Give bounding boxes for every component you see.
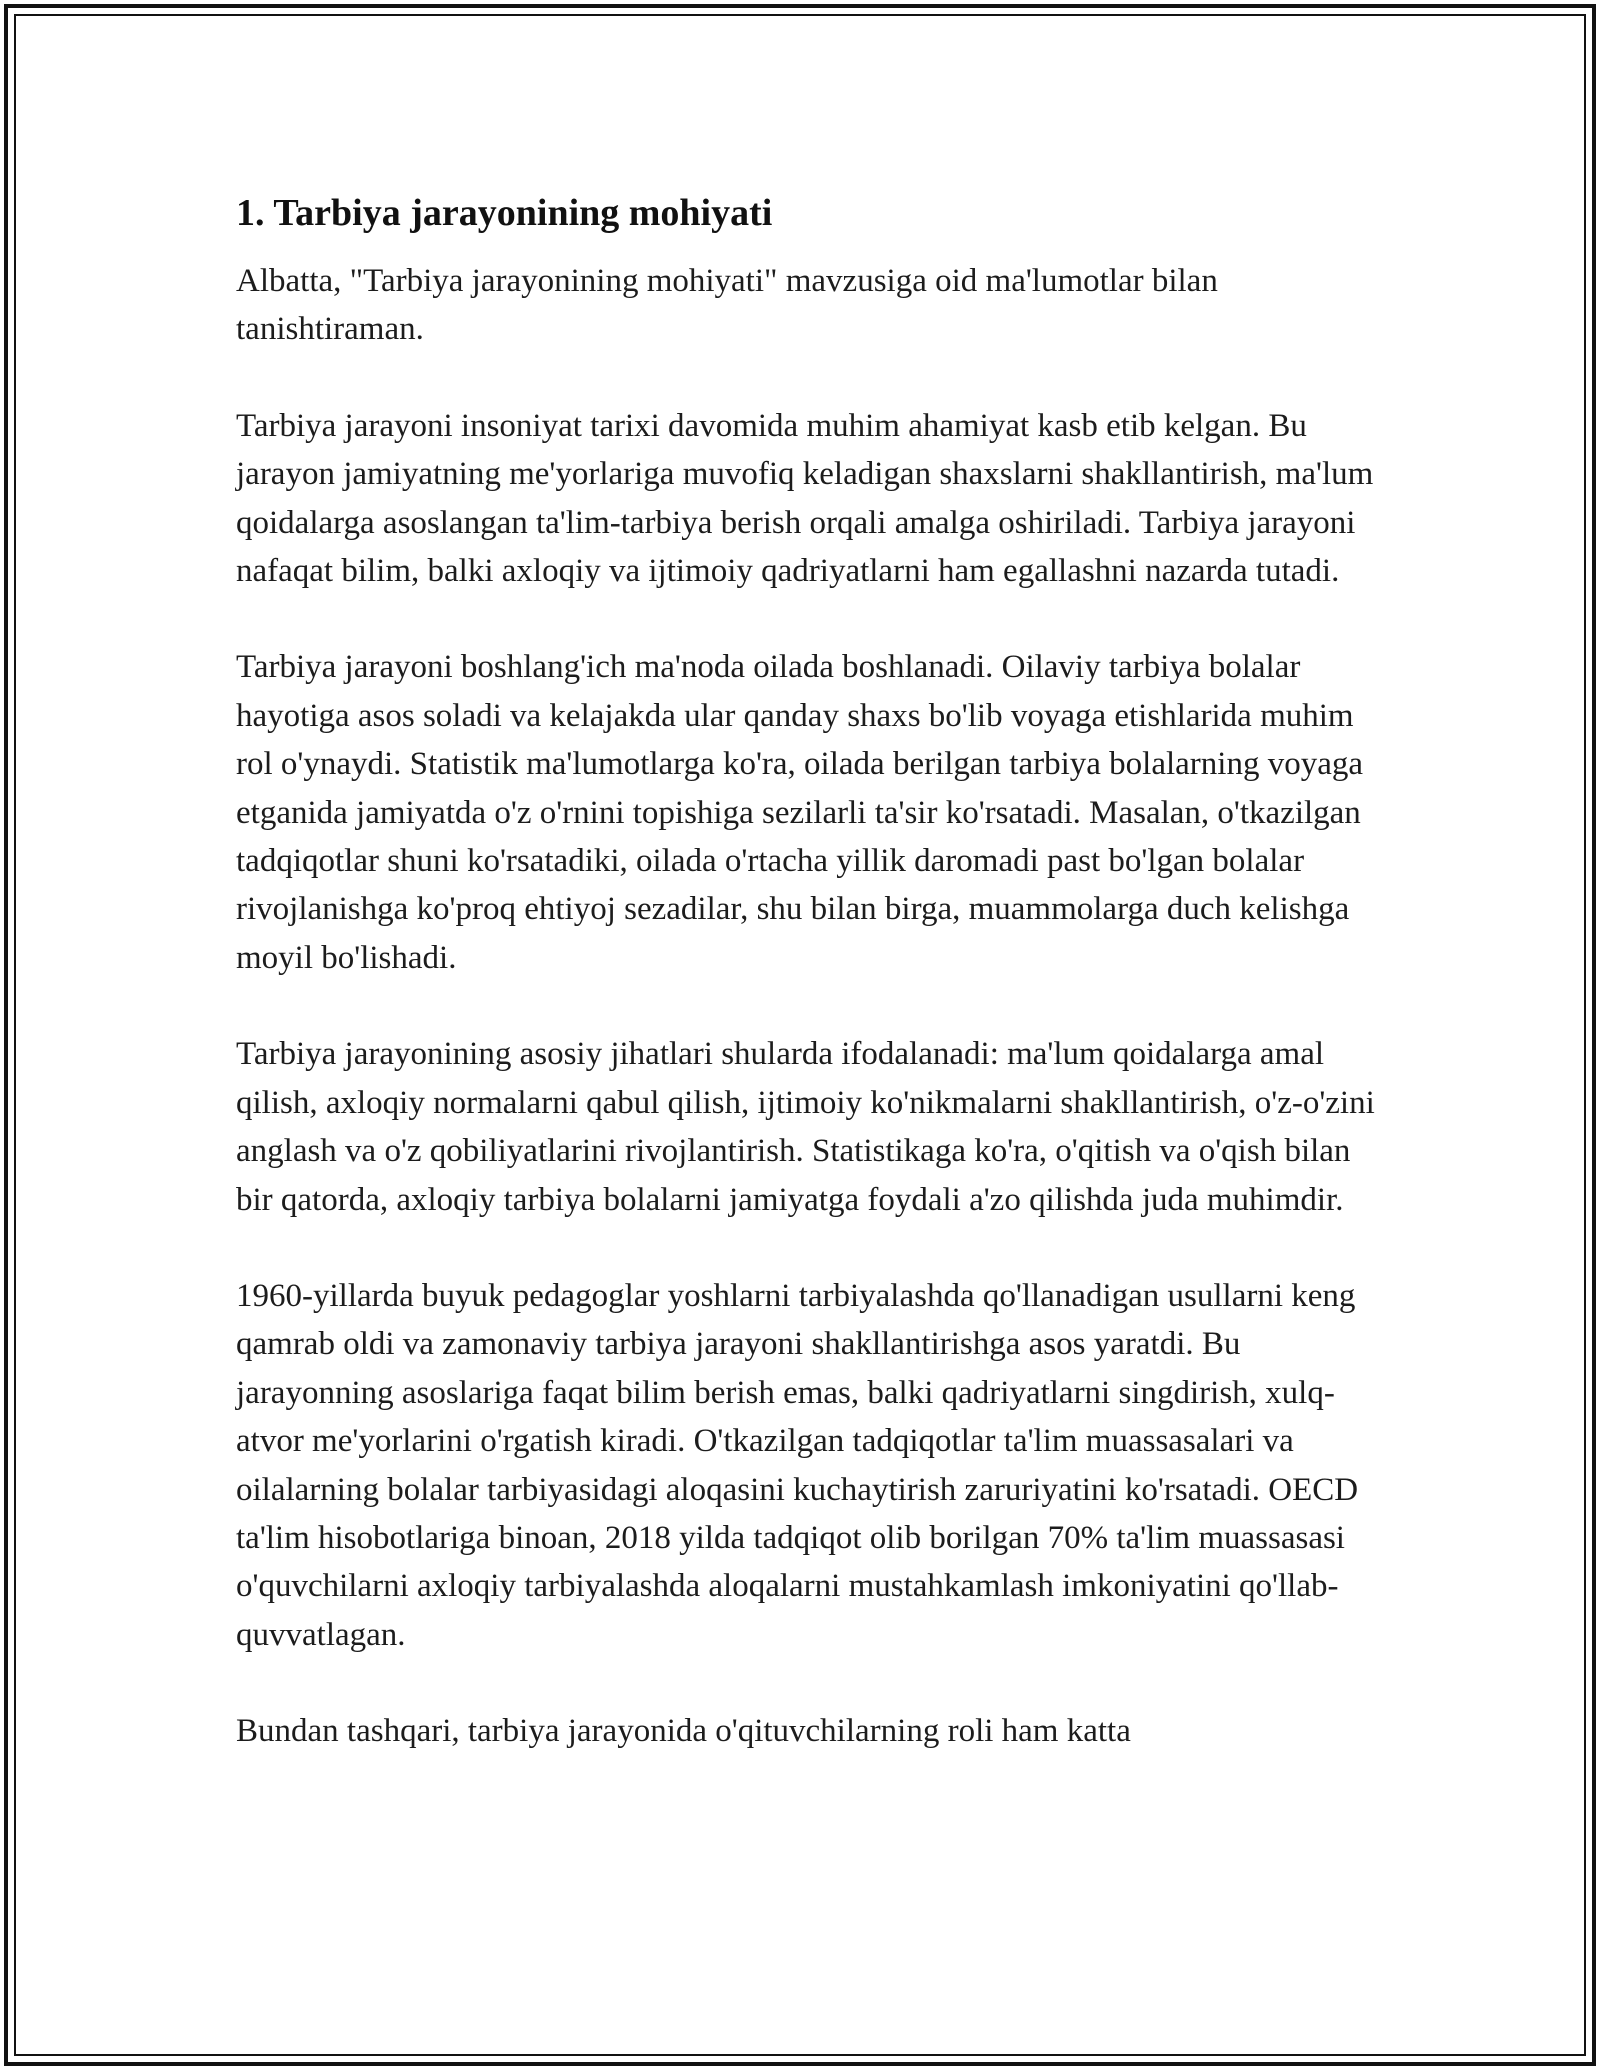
paragraph-intro: Albatta, "Tarbiya jarayonining mohiyati" mavzusiga oid ma'lumotlar bilan tanishtiraman.: [236, 263, 1218, 348]
document-body: [236, 187, 1376, 1756]
paragraph-aspects: Tarbiya jarayonining asosiy jihatlari shularda ifodalanadi: ma'lum qoidalarga amal qilish, axloqiy normalarni qabul qilish, ijtimoiy ko'nikmalarni shakllantirish, o'z-o'zini anglash va o'z qobiliyatlarini rivojlantirish. Statistikaga ko'ra, o'qitish va o'qish bilan bir qatorda, axloqiy tarbiya bolalarni jamiyatga foydali a'zo qilishda juda muhimdir.: [236, 1036, 1375, 1218]
document-title: 1. Tarbiya jarayonining mohiyati: [236, 192, 773, 234]
paragraph-family: Tarbiya jarayoni boshlang'ich ma'noda oilada boshlanadi. Oilaviy tarbiya bolalar hayotiga asos soladi va kelajakda ular qanday shaxs bo'lib voyaga etishlarida muhim rol o'ynaydi. Statistik ma'lumotlarga ko'ra, oilada berilgan tarbiya bolalarning voyaga etganida jamiyatda o'z o'rnini topishiga sezilarli ta'sir ko'rsatadi. Masalan, o'tkazilgan tadqiqotlar shuni ko'rsatadiki, oilada o'rtacha yillik daromadi past bo'lgan bolalar rivojlanishga ko'proq ehtiyoj sezadilar, shu bilan birga, muammolarga duch kelishga moyil bo'lishadi.: [236, 649, 1364, 976]
paragraph-1960s: 1960-yillarda buyuk pedagoglar yoshlarni tarbiyalashda qo'llanadigan usullarni keng qamrab oldi va zamonaviy tarbiya jarayoni shakllantirishga asos yaratdi. Bu jarayonning asoslariga faqat bilim berish emas, balki qadriyatlarni singdirish, xulq-atvor me'yorlarini o'rgatish kiradi. O'tkazilgan tadqiqotlar ta'lim muassasalari va oilalarning bolalar tarbiyasidagi aloqasini kuchaytirish zaruriyatini ko'rsatadi. OECD ta'lim hisobotlariga binoan, 2018 yilda tadqiqot olib borilgan 70% ta'lim muassasasi o'quvchilarni axloqiy tarbiyalashda aloqalarni mustahkamlash imkoniyatini qo'llab-quvvatlagan.: [236, 1277, 1359, 1653]
paragraph-history: Tarbiya jarayoni insoniyat tarixi davomida muhim ahamiyat kasb etib kelgan. Bu jarayon jamiyatning me'yorlariga muvofiq keladigan shaxslarni shakllantirish, ma'lum qoidalarga asoslangan ta'lim-tarbiya berish orqali amalga oshiriladi. Tarbiya jarayoni nafaqat bilim, balki axloqiy va ijtimoiy qadriyatlarni ham egallashni nazarda tutadi.: [236, 407, 1374, 590]
paragraph-teachers: Bundan tashqari, tarbiya jarayonida o'qituvchilarning roli ham katta: [236, 1713, 1131, 1750]
